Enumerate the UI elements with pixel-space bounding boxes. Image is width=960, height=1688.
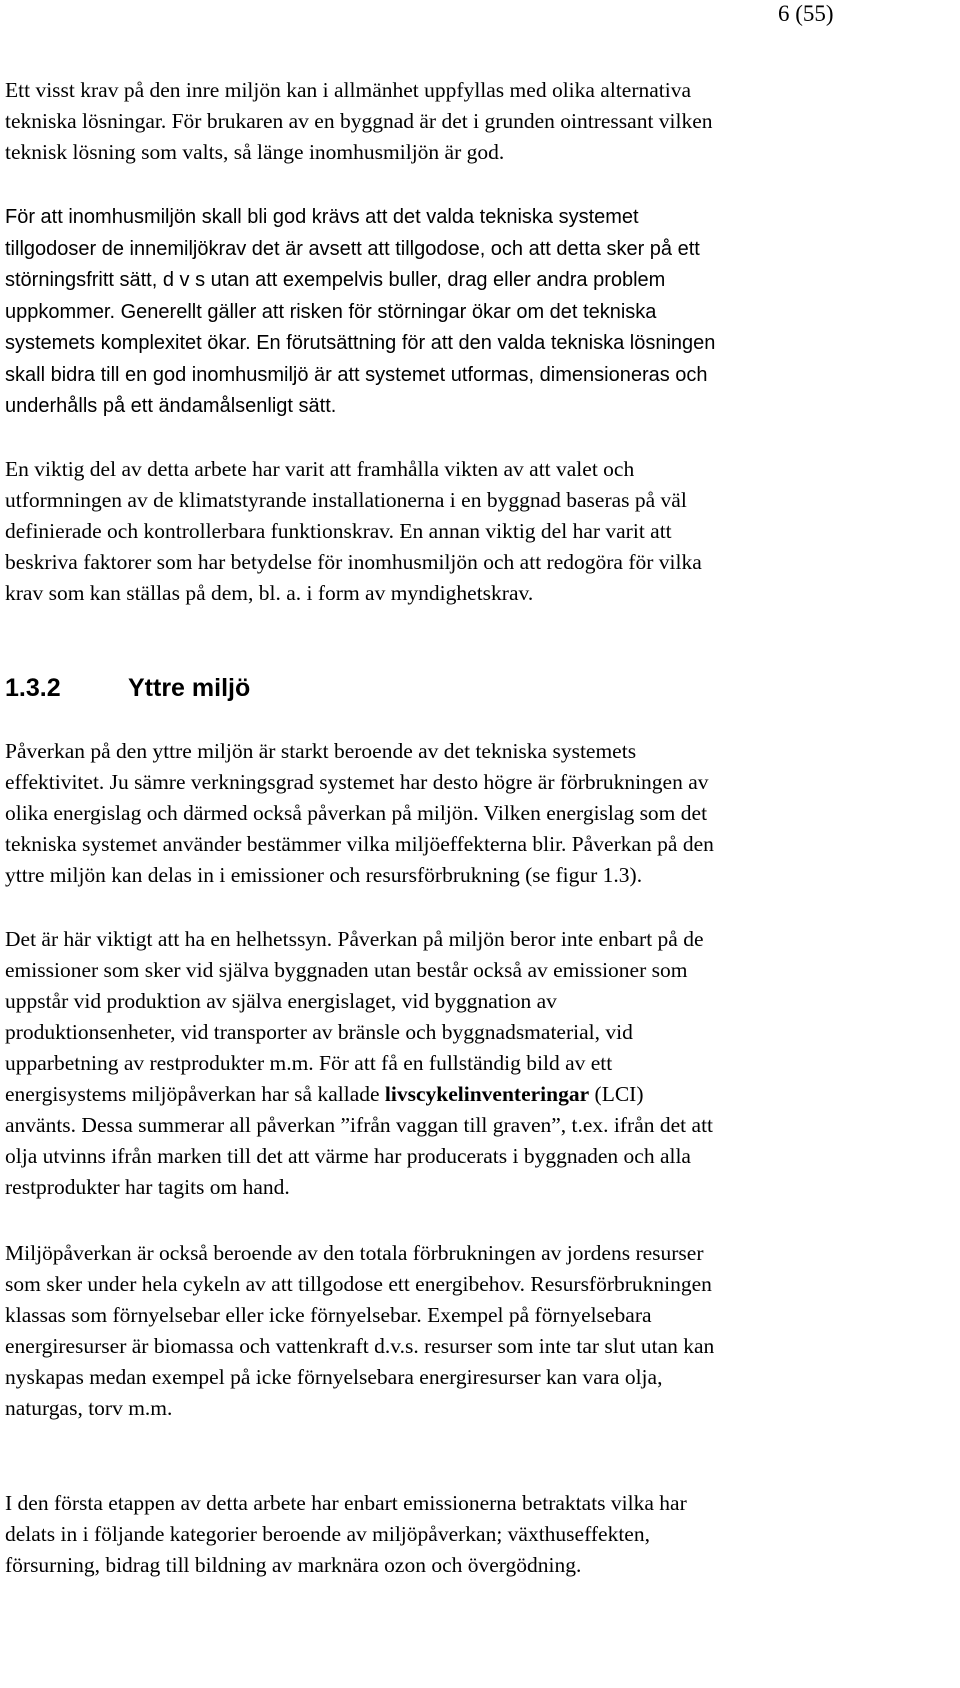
text-line: naturgas, torv m.m. <box>5 1396 173 1420</box>
text-fragment: (LCI) <box>589 1082 644 1106</box>
text-line: emissioner som sker vid själva byggnaden utan består också av emissioner som <box>5 958 688 982</box>
text-line: nyskapas medan exempel på icke förnyelsebara energiresurser kan vara olja, <box>5 1365 663 1389</box>
text-line: Ett visst krav på den inre miljön kan i allmänhet uppfyllas med olika alternativa <box>5 78 692 102</box>
page-number: 6 (55) <box>778 1 834 26</box>
text-line: teknisk lösning som valts, så länge inomhusmiljön är god. <box>5 140 505 164</box>
text-line: använts. Dessa summerar all påverkan ”ifrån vaggan till graven”, t.ex. ifrån det att <box>5 1113 714 1137</box>
paragraph-holistic-view <box>5 924 945 1203</box>
text-line: produktionsenheter, vid transporter av bränsle och byggnadsmaterial, vid <box>5 1020 633 1044</box>
text-line: effektivitet. Ju sämre verkningsgrad systemet har desto högre är förbrukningen av <box>5 770 709 794</box>
text-line: tillgodoser de innemiljökrav det är avsett att tillgodose, och att detta sker på ett <box>5 237 700 260</box>
text-line: För att inomhusmiljön skall bli god krävs att det valda tekniska systemet <box>5 206 639 228</box>
paragraph-intro <box>5 75 945 168</box>
text-line: energiresurser är biomassa och vattenkraft d.v.s. resurser som inte tar slut utan kan <box>5 1334 715 1358</box>
text-line: krav som kan ställas på dem, bl. a. i form av myndighetskrav. <box>5 581 534 605</box>
text-line: olika energislag och därmed också påverkan på miljön. Vilken energislag som det <box>5 801 708 825</box>
section-heading <box>5 672 250 704</box>
text-line: tekniska lösningar. För brukaren av en byggnad är det i grunden ointressant vilken <box>5 109 713 133</box>
text-line: I den första etappen av detta arbete har enbart emissionerna betraktats vilka har <box>5 1491 687 1515</box>
text-line: skall bidra till en god inomhusmiljö är att systemet utformas, dimensioneras och <box>5 363 708 386</box>
section-title: Yttre miljö <box>128 674 251 702</box>
section-number: 1.3.2 <box>5 674 61 702</box>
bold-term: livscykelinventeringar <box>384 1082 590 1106</box>
text-line: underhålls på ett ändamålsenligt sätt. <box>5 395 337 417</box>
text-line: olja utvinns ifrån marken till det att värme har producerats i byggnaden och alla <box>5 1144 691 1168</box>
text-line: En viktig del av detta arbete har varit att framhålla vikten av att valet och <box>5 457 635 481</box>
text-line: upparbetning av restprodukter m.m. För att få en fullständig bild av ett <box>5 1051 613 1075</box>
paragraph-external-impact <box>5 736 945 891</box>
text-line: yttre miljön kan delas in i emissioner och resursförbrukning (se figur 1.3). <box>5 863 643 887</box>
text-line: uppkommer. Generellt gäller att risken för störningar ökar om det tekniska <box>5 300 657 323</box>
text-line: delats in i följande kategorier beroende av miljöpåverkan; växthuseffekten, <box>5 1522 650 1546</box>
paragraph-indoor-requirements <box>5 202 945 423</box>
paragraph-resources <box>5 1238 945 1424</box>
paragraph-work-focus <box>5 454 945 609</box>
text-line: uppstår vid produktion av själva energislaget, vid byggnation av <box>5 989 557 1013</box>
paragraph-emission-categories <box>5 1488 945 1581</box>
text-line: beskriva faktorer som har betydelse för inomhusmiljön och att redogöra för vilka <box>5 550 702 574</box>
text-line: Det är här viktigt att ha en helhetssyn. Påverkan på miljön beror inte enbart på de <box>5 927 704 951</box>
text-line: störningsfritt sätt, d v s utan att exempelvis buller, drag eller andra problem <box>5 269 666 291</box>
text-line: restprodukter har tagits om hand. <box>5 1175 290 1199</box>
text-line: systemets komplexitet ökar. En förutsättning för att den valda tekniska lösningen <box>5 332 716 354</box>
text-line: Påverkan på den yttre miljön är starkt beroende av det tekniska systemets <box>5 739 637 763</box>
text-line: tekniska systemet använder bestämmer vilka miljöeffekterna blir. Påverkan på den <box>5 832 714 856</box>
text-line: försurning, bidrag till bildning av marknära ozon och övergödning. <box>5 1553 582 1577</box>
text-line <box>5 1079 945 1110</box>
text-line: klassas som förnyelsebar eller icke förnyelsebar. Exempel på förnyelsebara <box>5 1303 652 1327</box>
text-line: som sker under hela cykeln av att tillgodose ett energibehov. Resursförbrukningen <box>5 1272 712 1296</box>
text-line: utformningen av de klimatstyrande installationerna i en byggnad baseras på väl <box>5 488 687 512</box>
text-fragment: energisystems miljöpåverkan har så kallade <box>5 1082 385 1106</box>
text-line: Miljöpåverkan är också beroende av den totala förbrukningen av jordens resurser <box>5 1241 704 1265</box>
text-line: definierade och kontrollerbara funktionskrav. En annan viktig del har varit att <box>5 519 672 543</box>
